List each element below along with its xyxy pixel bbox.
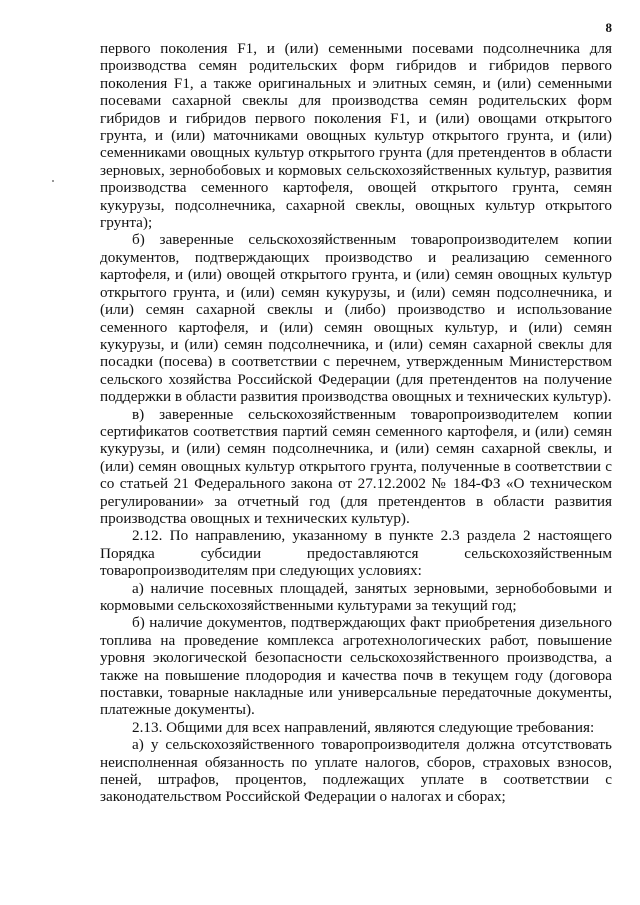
paragraph-2-13: 2.13. Общими для всех направлений, являются следующие требования: (132, 718, 595, 736)
page-number: 8 (605, 20, 612, 35)
paragraph-2-12-b: б) наличие документов, подтверждающих факт приобретения дизельного топлива на проведение комплекса агротехнологических работ, повышение уровня экологической безопасности сельскохозяйственного производства, а также на повышение плодородия и качества почв в текущем году (договора поставки, товарные накладные или универсальные передаточные документы, платежные документы). (100, 614, 612, 719)
paragraph-continuation: первого поколения F1, и (или) семенными посевами подсолнечника для производства семян родительских форм гибридов и гибридов первого поколения F1, а также оригинальных и элитных семян, и (или) семенными посевами сахарной свеклы для производства семян родительских форм гибридов и гибридов первого поколения F1, и (или) овощами открытого грунта, и (или) маточниками овощных культур открытого грунта, и (или) семенниками овощных культур открытого грунта (для претендентов в области зерновых, зернобобовых и кормовых сельскохозяйственных культур, развития производства семенного картофеля, овощей открытого грунта, семян кукурузы, подсолнечника, сахарной свеклы, овощных культур открытого грунта); (100, 40, 612, 232)
document-body (100, 40, 612, 806)
paragraph-2-12-a: а) наличие посевных площадей, занятых зерновыми, зернобобовыми и кормовыми сельскохозяйственными культурами за текущий год; (100, 579, 612, 614)
paragraph-item-b: б) заверенные сельскохозяйственным товаропроизводителем копии документов, подтверждающих производство и реализацию семенного картофеля, и (или) овощей открытого грунта, и (или) семян овощных культур открытого грунта, и (или) семян кукурузы, и (или) семян подсолнечника, и (или) семян сахарной свеклы и (либо) производство и использование семенного картофеля, и (или) семян овощных культур, и (или) семян кукурузы, и (или) семян подсолнечника, и (или) семян сахарной свеклы для посадки (посева) в соответствии с перечнем, утвержденным Министерством сельского хозяйства Российской Федерации (для претендентов на получение поддержки в области развития производства овощных и технических культур). (100, 231, 612, 406)
paragraph-2-12: 2.12. По направлению, указанному в пункте 2.3 раздела 2 настоящего Порядка субсидии предоставляются сельскохозяйственным товаропроизводителям при следующих условиях: (100, 527, 612, 580)
scan-speck (52, 180, 54, 182)
paragraph-item-v: в) заверенные сельскохозяйственным товаропроизводителем копии сертификатов соответствия партий семян семенного картофеля, и (или) семян кукурузы, и (или) семян подсолнечника, и (или) семян сахарной свеклы, и (или) семян овощных культур открытого грунта, полученные в соответствии с со статьей 21 Федерального закона от 27.12.2002 № 184-ФЗ «О техническом регулировании» за отчетный год (для претендентов в области развития производства овощных и технических культур). (100, 405, 612, 527)
paragraph-2-13-a: а) у сельскохозяйственного товаропроизводителя должна отсутствовать неисполненная обязанность по уплате налогов, сборов, страховых взносов, пеней, штрафов, процентов, подлежащих уплате в соответствии с законодательством Российской Федерации о налогах и сборах; (100, 736, 612, 806)
